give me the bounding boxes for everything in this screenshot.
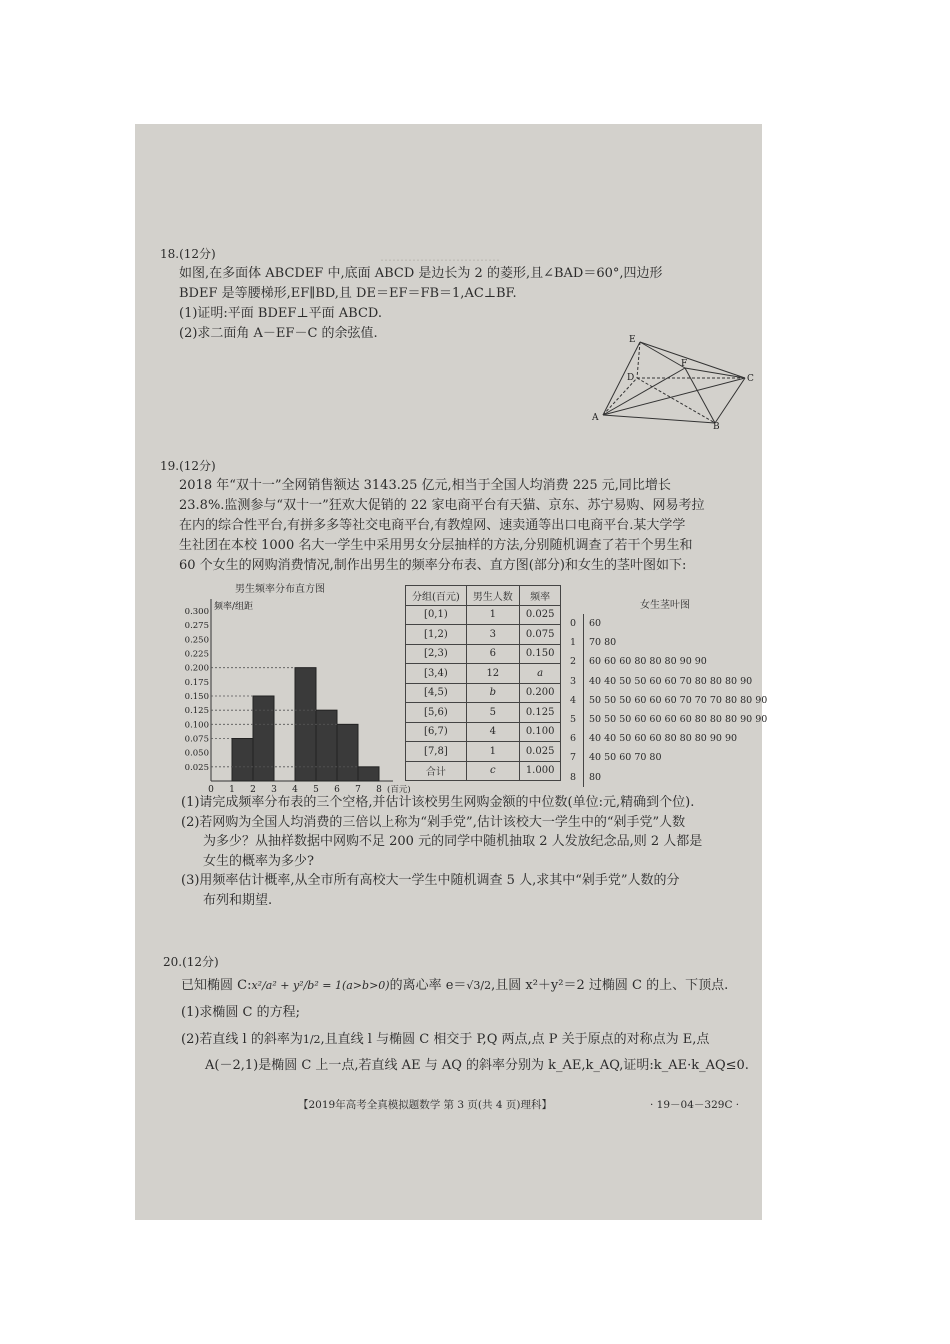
table-row <box>406 664 561 684</box>
table-header-row <box>406 586 561 606</box>
stem-value: 7 <box>570 752 577 764</box>
q20-text: 已知椭圆 C: <box>181 978 252 993</box>
table-cell: [2,3) <box>406 644 467 664</box>
q20-text: ,且直线 l 与椭圆 C 相交于 P,Q 两点,点 P 关于原点的对称点为 E,点 <box>320 1032 710 1047</box>
q19-part: 女生的概率为多少? <box>203 853 314 869</box>
q19-part: 布列和期望. <box>203 892 273 908</box>
table-row <box>406 722 561 742</box>
q19-part: (1)请完成频率分布表的三个空格,并估计该校男生网购金额的中位数(单位:元,精确到个位). <box>181 795 695 810</box>
table-cell: [3,4) <box>406 664 467 684</box>
stem-value: 0 <box>570 618 577 629</box>
x-tick-label: 7 <box>355 785 361 795</box>
table-cell: 1 <box>466 742 519 762</box>
q19-part: (2)若网购为全国人均消费的三倍以上称为“剁手党”,估计该校大一学生中的“剁手党”人数 <box>181 814 686 830</box>
y-tick-label: 0.300 <box>184 607 209 617</box>
stem-leaf-row <box>570 729 767 748</box>
table-cell: b <box>466 683 519 703</box>
y-tick-label: 0.100 <box>184 720 209 731</box>
q18-header: 18.(12分) <box>160 247 216 261</box>
x-tick-label: 6 <box>334 785 340 795</box>
table-row <box>406 703 561 723</box>
leaf-values: 80 <box>583 768 601 787</box>
table-cell: 6 <box>466 644 519 664</box>
q19-line: 在内的综合性平台,有拼多多等社交电商平台,有教煌网、速卖通等出口电商平台.某大学学 <box>179 518 686 533</box>
x-tick-label: 4 <box>292 785 298 795</box>
q20-part-2 <box>181 1030 709 1050</box>
stem-leaf-row <box>570 748 767 767</box>
bleed-through-text: ………………………… <box>380 250 500 264</box>
q20-line-1 <box>181 976 728 996</box>
q19-line: 60 个女生的网购消费情况,制作出男生的频率分布表、直方图(部分)和女生的茎叶图如下: <box>179 558 687 573</box>
table-row <box>406 605 561 625</box>
x-axis-label: (百元) <box>387 785 411 795</box>
table-cell: 5 <box>466 703 519 723</box>
stem-value: 4 <box>570 694 577 706</box>
question-18 <box>160 244 663 344</box>
stem-value: 6 <box>570 733 577 745</box>
table-cell: [0,1) <box>406 605 467 625</box>
table-cell: 3 <box>466 625 519 645</box>
q20-text: 的离心率 e＝ <box>389 978 467 993</box>
q19-part: 为多少？从抽样数据中网购不足 200 元的同学中随机抽取 2 人发放纪念品,则 2 人都是 <box>203 834 703 849</box>
frequency-table <box>405 585 561 781</box>
polyhedron-figure <box>585 330 760 430</box>
y-tick-label: 0.025 <box>184 762 209 773</box>
histogram-bar <box>253 696 274 781</box>
histogram-bar <box>232 739 253 782</box>
stem-value: 2 <box>570 656 577 668</box>
q19-parts <box>181 793 702 910</box>
stem-value: 3 <box>570 675 577 687</box>
x-tick-label: 5 <box>313 785 319 795</box>
table-row <box>406 683 561 703</box>
table-row <box>406 742 561 762</box>
footer-left: 【2019年高考全真模拟题数学 第 3 页(共 4 页)理科】 <box>298 1099 552 1111</box>
y-tick-label: 0.075 <box>184 734 209 745</box>
y-tick-label: 0.275 <box>184 621 209 632</box>
table-cell: 1 <box>466 605 519 625</box>
table-header: 男生人数 <box>466 586 519 606</box>
slope-fraction: 1/2 <box>302 1033 321 1046</box>
table-cell: 0.025 <box>519 605 561 625</box>
q20-part-1: (1)求椭圆 C 的方程; <box>181 1005 301 1020</box>
question-19 <box>160 456 705 576</box>
y-tick-label: 0.125 <box>184 706 209 717</box>
ellipse-equation: x²/a² + y²/b² = 1(a>b>0) <box>251 979 390 992</box>
table-header: 分组(百元) <box>406 586 467 606</box>
table-cell: 0.100 <box>519 722 561 742</box>
table-cell: [1,2) <box>406 625 467 645</box>
leaf-values: 40 40 50 60 60 80 80 80 90 90 <box>583 729 737 748</box>
stem-leaf-row <box>570 768 767 787</box>
q19-line: 生社团在本校 1000 名大一学生中采用男女分层抽样的方法,分别随机调查了若干个男生和 <box>179 538 693 553</box>
stemleaf-title: 女生茎叶图 <box>640 600 690 611</box>
table-cell: 12 <box>466 664 519 684</box>
histogram-bar <box>316 710 337 781</box>
table-cell: [4,5) <box>406 683 467 703</box>
histogram-title: 男生频率分布直方图 <box>235 584 325 595</box>
vertex-label-c: C <box>747 374 754 384</box>
eccentricity-value: √3/2 <box>466 979 492 992</box>
leaf-values: 60 60 60 80 80 80 90 90 <box>583 652 707 671</box>
table-cell: 0.200 <box>519 683 561 703</box>
q18-line: 如图,在多面体 ABCDEF 中,底面 ABCD 是边长为 2 的菱形,且∠BAD＝60°,四边形 <box>179 266 663 281</box>
leaf-values: 70 80 <box>583 633 616 652</box>
vertex-label-f: F <box>681 359 688 369</box>
stem-leaf-row <box>570 691 767 710</box>
vertex-label-e: E <box>629 335 636 345</box>
x-tick-label: 1 <box>229 785 235 795</box>
y-axis-label: 频率/组距 <box>214 602 254 612</box>
table-cell: 0.125 <box>519 703 561 723</box>
y-tick-label: 0.225 <box>184 649 209 660</box>
stem-leaf-plot <box>570 614 767 787</box>
stem-leaf-row <box>570 652 767 671</box>
table-cell: 0.025 <box>519 742 561 762</box>
stem-leaf-row <box>570 614 767 633</box>
histogram-bar <box>358 767 379 781</box>
table-cell: c <box>466 761 519 781</box>
y-tick-label: 0.050 <box>184 748 209 759</box>
vertex-label-a: A <box>592 413 599 423</box>
leaf-values: 50 50 50 60 60 60 60 80 80 80 90 90 <box>583 710 767 729</box>
stem-value: 1 <box>570 637 577 649</box>
stem-value: 8 <box>570 771 577 783</box>
table-cell: 合计 <box>406 761 467 781</box>
q20-text: (2)若直线 l 的斜率为 <box>181 1032 303 1047</box>
stem-leaf-row <box>570 710 767 729</box>
table-row <box>406 625 561 645</box>
table-cell: [5,6) <box>406 703 467 723</box>
q19-line: 2018 年“双十一”全网销售额达 3143.25 亿元,相当于全国人均消费 225 元,同比增长 <box>179 478 671 493</box>
vertex-label-d: D <box>627 373 635 383</box>
table-cell: a <box>519 664 561 684</box>
q18-line: (2)求二面角 A－EF－C 的余弦值. <box>179 326 378 341</box>
table-cell: [7,8] <box>406 742 467 762</box>
table-row <box>406 644 561 664</box>
table-cell: 1.000 <box>519 761 561 781</box>
q20-part-2b: A(－2,1)是椭圆 C 上一点,若直线 AE 与 AQ 的斜率分别为 k_AE,k_AQ,证明:k_AE·k_AQ≤0. <box>205 1058 749 1073</box>
footer-right: · 19－04－329C · <box>650 1099 740 1111</box>
y-tick-label: 0.250 <box>184 635 209 646</box>
x-tick-label: 3 <box>271 785 277 795</box>
leaf-values: 40 50 60 70 80 <box>583 748 662 767</box>
q18-line: (1)证明:平面 BDEF⊥平面 ABCD. <box>179 306 382 321</box>
table-cell: 0.150 <box>519 644 561 664</box>
stem-value: 5 <box>570 714 577 726</box>
leaf-values: 60 <box>583 614 601 633</box>
leaf-values: 40 40 50 50 60 60 70 80 80 80 90 <box>583 672 752 691</box>
y-tick-label: 0.175 <box>184 677 209 688</box>
histogram-chart <box>175 598 411 795</box>
q20-text: ,且圆 x²＋y²＝2 过椭圆 C 的上、下顶点. <box>491 978 729 993</box>
x-tick-label: 2 <box>250 785 256 795</box>
y-tick-label: 0.200 <box>184 663 209 674</box>
vertex-label-b: B <box>713 422 720 432</box>
y-tick-label: 0.150 <box>184 692 209 702</box>
leaf-values: 50 50 50 60 60 60 70 70 70 80 80 90 <box>583 691 767 710</box>
x-tick-label: 8 <box>376 785 382 795</box>
table-cell: 4 <box>466 722 519 742</box>
table-cell: 0.075 <box>519 625 561 645</box>
table-cell: [6,7) <box>406 722 467 742</box>
q19-part: (3)用频率估计概率,从全市所有高校大一学生中随机调查 5 人,求其中“剁手党”人数的分 <box>181 873 680 888</box>
q19-header: 19.(12分) <box>160 459 216 473</box>
q20-header: 20.(12分) <box>163 955 219 969</box>
table-row <box>406 761 561 781</box>
stem-leaf-row <box>570 672 767 691</box>
q18-line: BDEF 是等腰梯形,EF∥BD,且 DE＝EF＝FB＝1,AC⊥BF. <box>179 286 517 301</box>
q19-line: 23.8%.监测参与“双十一”狂欢大促销的 22 家电商平台有天猫、京东、苏宁易购、网易考拉 <box>179 498 705 513</box>
x-tick-label: 0 <box>208 785 214 795</box>
histogram-bar <box>337 724 358 781</box>
stem-leaf-row <box>570 633 767 652</box>
table-header: 频率 <box>519 586 561 606</box>
